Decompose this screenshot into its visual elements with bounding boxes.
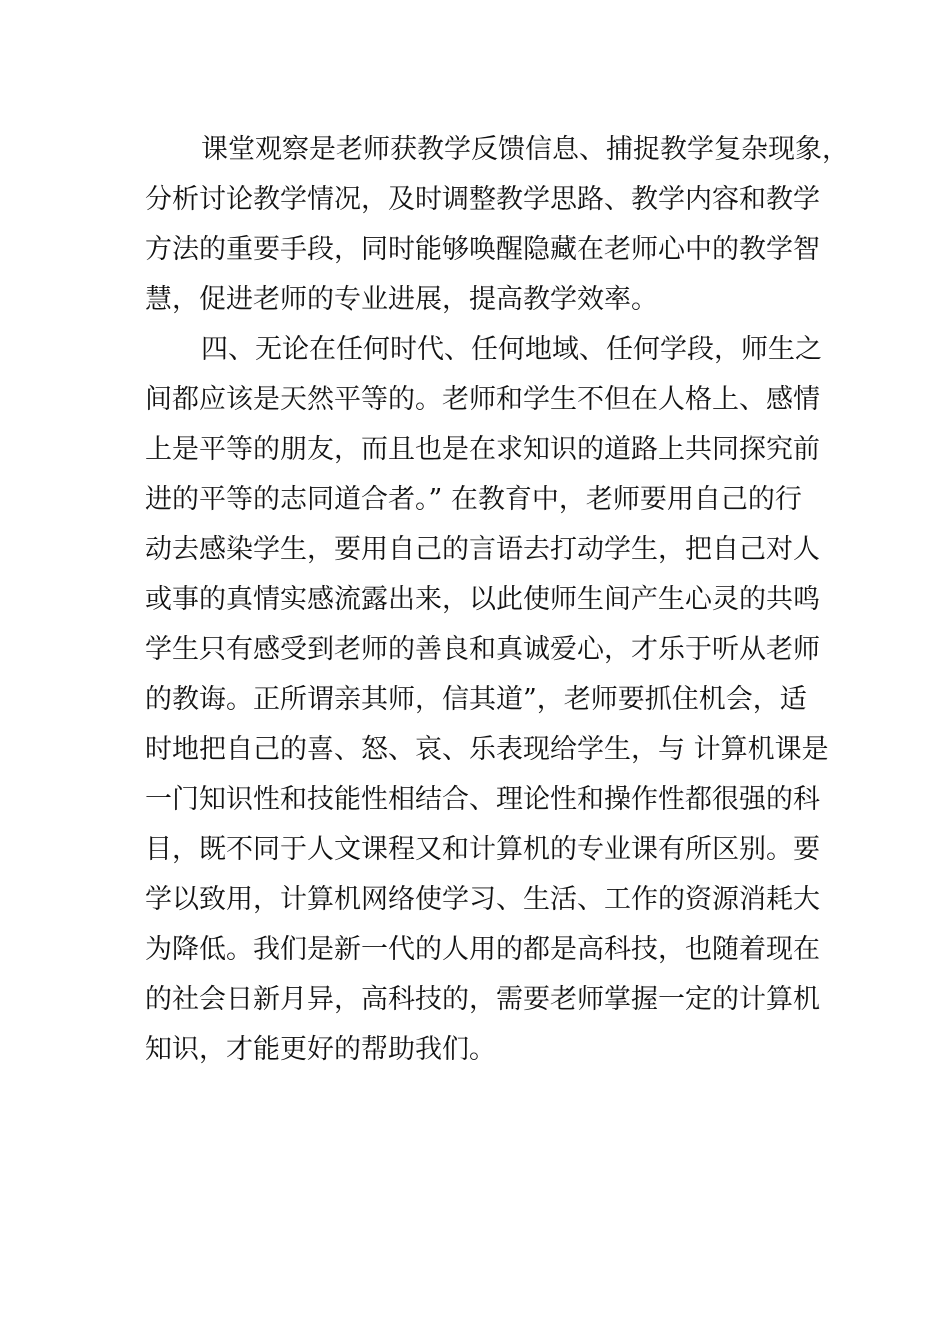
paragraph-line: 学生只有感受到老师的善良和真诚爱心，才乐于听从老师 [145, 634, 820, 665]
paragraph-line: 间都应该是天然平等的。老师和学生不但在人格上、感情 [145, 384, 820, 415]
paragraph-line: 目，既不同于人文课程又和计算机的专业课有所区别。要 [145, 834, 820, 865]
paragraph-line: 知识，才能更好的帮助我们。 [145, 1034, 496, 1065]
paragraph-line: 或事的真情实感流露出来，以此使师生间产生心灵的共鸣 [145, 584, 820, 615]
paragraph-line: 为降低。我们是新一代的人用的都是高科技，也随着现在 [145, 934, 820, 965]
paragraph-line: 一门知识性和技能性相结合、理论性和操作性都很强的科 [145, 784, 820, 815]
paragraph-line: 的教诲。正所谓亲其师，信其道”，老师要抓住机会，适 [145, 684, 807, 715]
paragraph-line: 学以致用，计算机网络使学习、生活、工作的资源消耗大 [145, 884, 820, 915]
paragraph-line: 时地把自己的喜、怒、哀、乐表现给学生，与 计算机课是 [145, 734, 829, 765]
paragraph-line: 课堂观察是老师获教学反馈信息、捕捉教学复杂现象， [201, 134, 849, 165]
paragraph-1 [145, 125, 849, 325]
paragraph-line: 上是平等的朋友，而且也是在求知识的道路上共同探究前 [145, 434, 820, 465]
paragraph-line: 动去感染学生，要用自己的言语去打动学生，把自己对人 [145, 534, 820, 565]
paragraph-2 [145, 325, 835, 1075]
paragraph-line: 慧，促进老师的专业进展，提高教学效率。 [145, 284, 658, 315]
paragraph-line: 四、无论在任何时代、任何地域、任何学段，师生之 [201, 334, 822, 365]
paragraph-line: 的社会日新月异，高科技的，需要老师掌握一定的计算机 [145, 984, 820, 1015]
paragraph-line: 方法的重要手段，同时能够唤醒隐藏在老师心中的教学智 [145, 234, 820, 265]
document-body [145, 125, 849, 1075]
paragraph-line: 进的平等的志同道合者。” 在教育中，老师要用自己的行 [145, 484, 802, 515]
paragraph-line: 分析讨论教学情况，及时调整教学思路、教学内容和教学 [145, 184, 820, 215]
